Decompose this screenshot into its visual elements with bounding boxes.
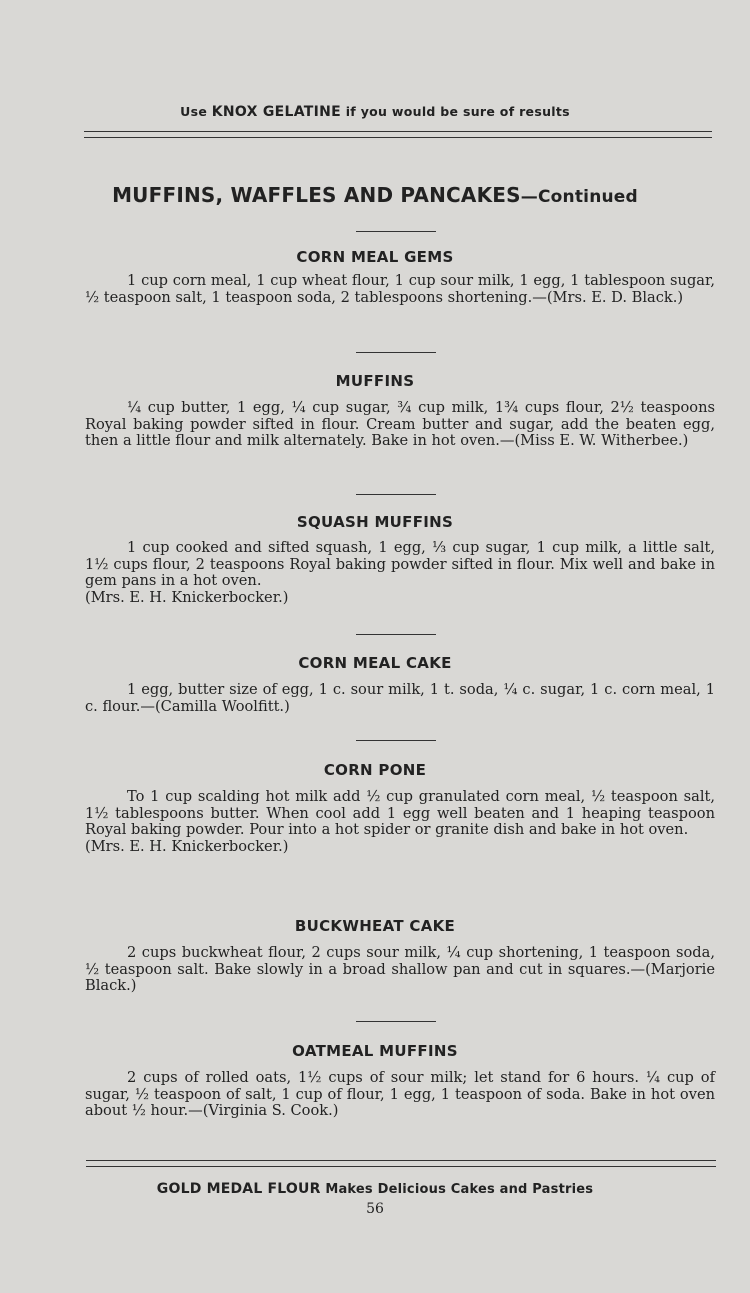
recipe-title: SQUASH MUFFINS: [296, 513, 454, 531]
recipe-text: To 1 cup scalding hot milk add ½ cup granulated corn meal, ½ teaspoon salt, 1½ tablespoons butter. When cool add 1 egg well beaten and 1 heaping teaspoon Royal baking powder. Pour into a hot spider or granite dish and bake in hot oven.: [85, 788, 715, 838]
recipe-text: ¼ cup butter, 1 egg, ¼ cup sugar, ¾ cup milk, 1¾ cups flour, 2½ teaspoons Royal baking powder sifted in flour. Cream butter and sugar, add the beaten egg, then a little flour and milk alternately. Bake in hot oven.—(Miss E. W. Witherbee.): [85, 399, 715, 449]
page-footer: [0, 1181, 750, 1197]
recipe-divider: [356, 634, 436, 635]
recipe-credit: (Mrs. E. H. Knickerbocker.): [85, 588, 289, 606]
recipe-body: [85, 789, 715, 855]
recipe-credit: (Mrs. E. H. Knickerbocker.): [85, 837, 289, 855]
recipe-title: CORN MEAL GEMS: [296, 248, 454, 266]
footer-suffix: Makes Delicious Cakes and Pastries: [325, 1182, 594, 1197]
page-number: 56: [366, 1201, 384, 1217]
recipe-text: 1 egg, butter size of egg, 1 c. sour milk, 1 t. soda, ¼ c. sugar, 1 c. corn meal, 1 c. flour.—(Camilla Woolfitt.): [85, 681, 715, 715]
section-title-text: MUFFINS, WAFFLES AND PANCAKES: [112, 183, 521, 207]
recipe-body: [85, 273, 715, 306]
recipe-body: [85, 540, 715, 606]
recipe-text: 1 cup corn meal, 1 cup wheat flour, 1 cup sour milk, 1 egg, 1 tablespoon sugar, ½ teaspoon salt, 1 teaspoon soda, 2 tablespoons shortening.—(Mrs. E. D. Black.): [85, 272, 715, 306]
footer-brand: GOLD MEDAL FLOUR: [156, 1181, 321, 1197]
page-header: [0, 104, 750, 120]
recipe-divider: [356, 740, 436, 741]
header-divider: [84, 131, 712, 138]
recipe-body: [85, 1070, 715, 1120]
recipe-text: 2 cups of rolled oats, 1½ cups of sour milk; let stand for 6 hours. ¼ cup of sugar, ½ teaspoon of salt, 1 cup of flour, 1 egg, 1 teaspoon of soda. Bake in hot oven about ½ hour.—(Virginia S. Cook.): [85, 1069, 715, 1119]
header-brand: KNOX GELATINE: [211, 104, 342, 120]
recipe-title: OATMEAL MUFFINS: [292, 1042, 458, 1060]
section-title: [0, 183, 750, 207]
recipe-title: CORN MEAL CAKE: [298, 654, 452, 672]
recipe-body: [85, 400, 715, 450]
section-continued: —Continued: [520, 187, 638, 207]
recipe-body: [85, 945, 715, 995]
header-prefix: Use: [180, 104, 208, 119]
recipe-text: 1 cup cooked and sifted squash, 1 egg, ⅓ cup sugar, 1 cup milk, a little salt, 1½ cups flour, 2 teaspoons Royal baking powder sifted in flour. Mix well and bake in gem pans in a hot oven.: [85, 539, 715, 589]
footer-divider: [86, 1160, 716, 1167]
recipe-divider: [356, 1021, 436, 1022]
recipe-title: MUFFINS: [335, 372, 415, 390]
recipe-title: BUCKWHEAT CAKE: [294, 917, 456, 935]
recipe-title: CORN PONE: [323, 761, 427, 779]
recipe-text: 2 cups buckwheat flour, 2 cups sour milk, ¼ cup shortening, 1 teaspoon soda, ½ teaspoon salt. Bake slowly in a broad shallow pan and cut in squares.—(Marjorie Black.): [85, 944, 715, 994]
recipe-divider: [356, 231, 436, 232]
recipe-divider: [356, 494, 436, 495]
header-suffix: if you would be sure of results: [345, 104, 570, 119]
recipe-body: [85, 682, 715, 715]
recipe-divider: [356, 352, 436, 353]
